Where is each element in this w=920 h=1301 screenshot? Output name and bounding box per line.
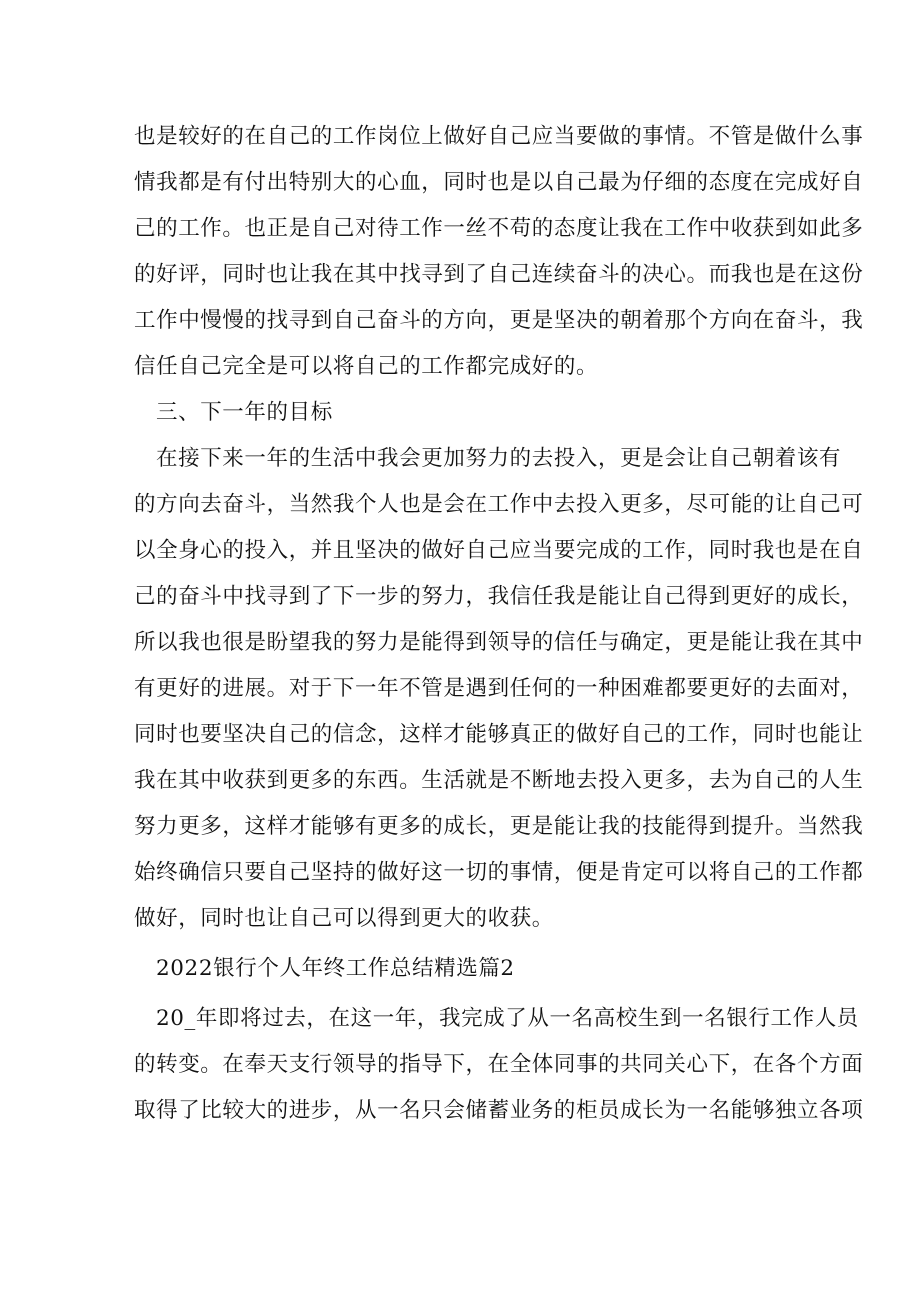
text-line: 20_年即将过去，在这一年，我完成了从一名高校生到一名银行工作人员 bbox=[156, 1006, 859, 1031]
text-line: 努力更多，这样才能够有更多的成长，更是能让我的技能得到提升。当然我 bbox=[134, 814, 864, 839]
text-line: 以全身心的投入，并且坚决的做好自己应当要完成的工作，同时我也是在自 bbox=[134, 538, 864, 563]
text-line: 有更好的进展。对于下一年不管是遇到任何的一种困难都要更好的去面对， bbox=[134, 676, 864, 701]
text-line: 信任自己完全是可以将自己的工作都完成好的。 bbox=[134, 354, 599, 379]
text-line: 工作中慢慢的找寻到自己奋斗的方向，更是坚决的朝着那个方向在奋斗，我 bbox=[134, 308, 864, 333]
text-line: 同时也要坚决自己的信念，这样才能够真正的做好自己的工作，同时也能让 bbox=[134, 722, 864, 747]
text-line: 的方向去奋斗，当然我个人也是会在工作中去投入更多，尽可能的让自己可 bbox=[134, 492, 864, 517]
text-line: 也是较好的在自己的工作岗位上做好自己应当要做的事情。不管是做什么事 bbox=[134, 124, 864, 149]
text-line: 取得了比较大的进步，从一名只会储蓄业务的柜员成长为一名能够独立各项 bbox=[134, 1098, 864, 1123]
section-heading: 三、下一年的目标 bbox=[156, 400, 333, 425]
text-line: 的好评，同时也让我在其中找寻到了自己连续奋斗的决心。而我也是在这份 bbox=[134, 262, 864, 287]
text-line: 己的奋斗中找寻到了下一步的努力，我信任我是能让自己得到更好的成长， bbox=[134, 584, 864, 609]
text-line: 做好，同时也让自己可以得到更大的收获。 bbox=[134, 906, 554, 931]
text-line: 己的工作。也正是自己对待工作一丝不苟的态度让我在工作中收获到如此多 bbox=[134, 216, 864, 241]
text-line: 情我都是有付出特别大的心血，同时也是以自己最为仔细的态度在完成好自 bbox=[134, 170, 864, 195]
text-line: 始终确信只要自己坚持的做好这一切的事情，便是肯定可以将自己的工作都 bbox=[134, 860, 864, 885]
text-line: 在接下来一年的生活中我会更加努力的去投入，更是会让自己朝着该有 bbox=[156, 446, 842, 471]
text-line: 所以我也很是盼望我的努力是能得到领导的信任与确定，更是能让我在其中 bbox=[134, 630, 864, 655]
text-line: 我在其中收获到更多的东西。生活就是不断地去投入更多，去为自己的人生 bbox=[134, 768, 864, 793]
text-line: 的转变。在奉天支行领导的指导下，在全体同事的共同关心下，在各个方面 bbox=[134, 1052, 864, 1077]
section-heading: 2022银行个人年终工作总结精选篇2 bbox=[156, 956, 515, 981]
